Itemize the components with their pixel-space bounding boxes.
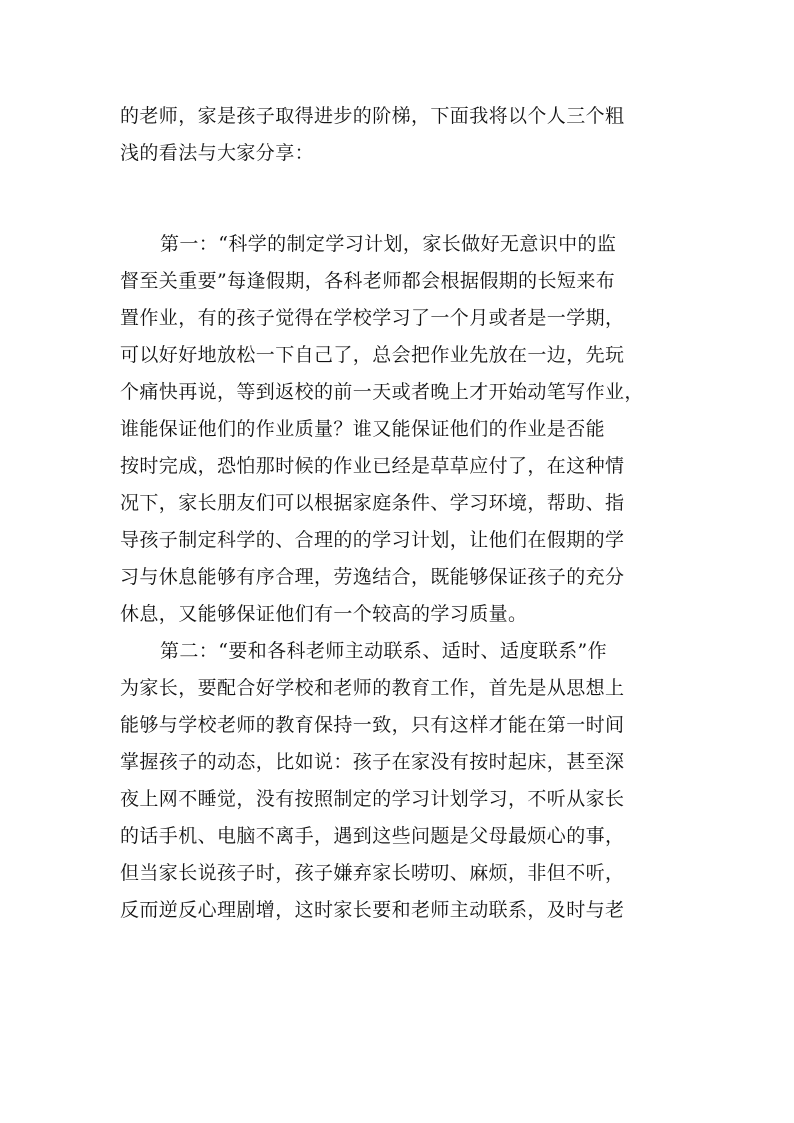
paragraph-line: 第一：“科学的制定学习计划，家长做好无意识中的监 (160, 233, 617, 255)
paragraph-line: 第二：“要和各科老师主动联系、适时、适度联系”作 (160, 640, 608, 662)
paragraph-line: 为家长，要配合好学校和老师的教育工作，首先是从思想上 (120, 677, 625, 699)
paragraph-second-point (120, 633, 680, 929)
paragraph-line: 反而逆反心理剧增，这时家长要和老师主动联系，及时与老 (120, 899, 625, 921)
paragraph-line: 休息，又能够保证他们有一个较高的学习质量。 (120, 603, 528, 625)
paragraph-line: 督至关重要”每逢假期，各科老师都会根据假期的长短来布 (120, 270, 616, 292)
body-paragraphs (120, 226, 680, 929)
paragraph-line: 可以好好地放松一下自己了，总会把作业先放在一边，先玩 (120, 344, 625, 366)
paragraph-line: 但当家长说孩子时，孩子嫌弃家长唠叨、麻烦，非但不听， (120, 862, 625, 884)
paragraph-first-point (120, 226, 680, 633)
intro-paragraph (120, 98, 680, 172)
paragraph-line: 习与休息能够有序合理，劳逸结合，既能够保证孩子的充分 (120, 566, 625, 588)
paragraph-line: 能够与学校老师的教育保持一致，只有这样才能在第一时间 (120, 714, 625, 736)
paragraph-line: 导孩子制定科学的、合理的的学习计划，让他们在假期的学 (120, 529, 625, 551)
paragraph-line: 掌握孩子的动态，比如说：孩子在家没有按时起床，甚至深 (120, 751, 625, 773)
paragraph-line: 夜上网不睡觉，没有按照制定的学习计划学习，不听从家长 (120, 788, 625, 810)
paragraph-line: 按时完成，恐怕那时候的作业已经是草草应付了，在这种情 (120, 455, 625, 477)
intro-line: 浅的看法与大家分享： (120, 142, 315, 164)
paragraph-line: 个痛快再说，等到返校的前一天或者晚上才开始动笔写作业， (120, 381, 644, 403)
intro-line: 的老师，家是孩子取得进步的阶梯，下面我将以个人三个粗 (120, 105, 625, 127)
paragraph-line: 的话手机、电脑不离手，遇到这些问题是父母最烦心的事， (120, 825, 625, 847)
paragraph-line: 置作业，有的孩子觉得在学校学习了一个月或者是一学期， (120, 307, 625, 329)
paragraph-line: 谁能保证他们的作业质量？谁又能保证他们的作业是否能 (120, 418, 606, 440)
paragraph-line: 况下，家长朋友们可以根据家庭条件、学习环境，帮助、指 (120, 492, 625, 514)
